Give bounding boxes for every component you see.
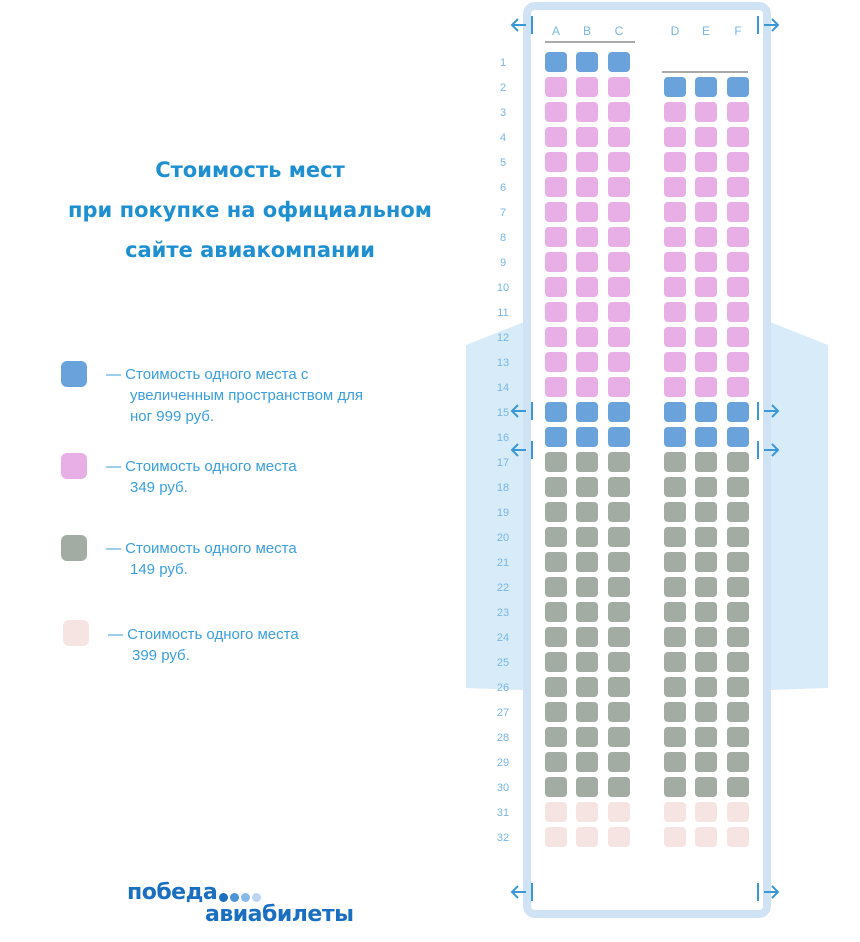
pobeda-aviabilety-logo [127, 880, 377, 930]
seat [545, 227, 567, 247]
seat [727, 577, 749, 597]
logo-word-pobeda: победа [127, 880, 218, 905]
seat [576, 152, 598, 172]
seat-map [460, 0, 840, 942]
legend-item-extra-legroom [106, 364, 406, 427]
seat [664, 452, 686, 472]
seat [695, 677, 717, 697]
seat [545, 752, 567, 772]
seat [545, 377, 567, 397]
seat [608, 152, 630, 172]
row-number: 8 [499, 232, 507, 244]
seat [695, 277, 717, 297]
row-number: 30 [496, 782, 510, 794]
row-number: 6 [499, 182, 507, 194]
seat [695, 702, 717, 722]
row-number: 16 [496, 432, 510, 444]
seat [608, 402, 630, 422]
seat [608, 452, 630, 472]
seat [664, 352, 686, 372]
seat [664, 127, 686, 147]
row-number: 26 [496, 682, 510, 694]
row-number: 20 [496, 532, 510, 544]
row-number: 7 [499, 207, 507, 219]
left-wing [466, 322, 524, 690]
seat [695, 152, 717, 172]
row-number: 32 [496, 832, 510, 844]
legend-swatch-gray [61, 535, 87, 561]
seat [545, 602, 567, 622]
logo-dot [219, 893, 228, 902]
seat [727, 777, 749, 797]
seat [727, 827, 749, 847]
row-number: 19 [496, 507, 510, 519]
seat [695, 177, 717, 197]
seat [695, 427, 717, 447]
row-number: 14 [496, 382, 510, 394]
seat [608, 102, 630, 122]
row-number: 12 [496, 332, 510, 344]
seat [576, 577, 598, 597]
seat [576, 702, 598, 722]
seat [727, 502, 749, 522]
seat [608, 827, 630, 847]
seat [608, 77, 630, 97]
seat [727, 127, 749, 147]
seat [545, 352, 567, 372]
seat [576, 52, 598, 72]
legend-text-line: увеличенным пространством для [130, 387, 364, 404]
title-line-1: Стоимость мест [155, 158, 345, 182]
seat [695, 552, 717, 572]
seat [608, 227, 630, 247]
seat [576, 302, 598, 322]
column-label: F [734, 24, 742, 38]
logo-dot [230, 893, 239, 902]
seat [576, 202, 598, 222]
seat [608, 777, 630, 797]
legend-text-line: — Стоимость одного места [108, 626, 299, 643]
seat [545, 627, 567, 647]
seat [664, 752, 686, 772]
seat [664, 377, 686, 397]
seat [545, 327, 567, 347]
seat [608, 627, 630, 647]
seat [545, 127, 567, 147]
seat [664, 477, 686, 497]
seat [695, 452, 717, 472]
seat [664, 677, 686, 697]
row-number: 1 [499, 57, 507, 69]
seat [727, 427, 749, 447]
seat [695, 377, 717, 397]
seat [727, 452, 749, 472]
seat [576, 402, 598, 422]
seat [727, 152, 749, 172]
seat [545, 477, 567, 497]
seat [576, 527, 598, 547]
seat [576, 802, 598, 822]
seat [664, 802, 686, 822]
seat [545, 277, 567, 297]
seat [545, 202, 567, 222]
seat [664, 702, 686, 722]
seat [695, 252, 717, 272]
seat [727, 627, 749, 647]
row-number: 21 [496, 557, 510, 569]
seat [608, 527, 630, 547]
seat [576, 252, 598, 272]
seat [545, 802, 567, 822]
column-label: C [614, 24, 624, 38]
row-number: 17 [496, 457, 510, 469]
seat [545, 702, 567, 722]
seat [664, 327, 686, 347]
seat [727, 552, 749, 572]
seat [545, 677, 567, 697]
seat [695, 502, 717, 522]
seat [727, 677, 749, 697]
seat [695, 802, 717, 822]
seat [545, 152, 567, 172]
row-number: 31 [496, 807, 510, 819]
seat [727, 527, 749, 547]
seat [545, 177, 567, 197]
seat [576, 427, 598, 447]
seat [664, 602, 686, 622]
legend-text-line: — Стоимость одного места [106, 458, 297, 475]
row-number: 11 [497, 307, 509, 319]
seat [727, 752, 749, 772]
seat [664, 627, 686, 647]
seat [727, 377, 749, 397]
seat [695, 752, 717, 772]
seat [608, 302, 630, 322]
seat [727, 177, 749, 197]
row-number: 28 [496, 732, 510, 744]
seat [608, 702, 630, 722]
seat [695, 777, 717, 797]
logo-dot [241, 893, 250, 902]
seat [608, 677, 630, 697]
seat [727, 102, 749, 122]
seat [545, 402, 567, 422]
seat [664, 502, 686, 522]
seat [576, 227, 598, 247]
seat [576, 677, 598, 697]
seat [727, 802, 749, 822]
column-label: B [582, 24, 592, 38]
seat [695, 627, 717, 647]
title-line-3: сайте авиакомпании [125, 238, 375, 262]
column-label: D [670, 24, 680, 38]
seat [545, 77, 567, 97]
row-number: 2 [499, 82, 507, 94]
legend-text-line: 149 руб. [130, 561, 188, 578]
row-number: 27 [496, 707, 510, 719]
seat [608, 652, 630, 672]
seat [695, 127, 717, 147]
seat [695, 352, 717, 372]
seat [727, 277, 749, 297]
seat [727, 652, 749, 672]
seat [608, 427, 630, 447]
seat [727, 602, 749, 622]
seat [664, 202, 686, 222]
seat [664, 302, 686, 322]
seat [576, 102, 598, 122]
seat [576, 127, 598, 147]
seat [664, 152, 686, 172]
seat [545, 552, 567, 572]
seat [695, 527, 717, 547]
seat [608, 202, 630, 222]
seat [664, 277, 686, 297]
seat [576, 777, 598, 797]
legend-text-line: 399 руб. [132, 647, 190, 664]
seat [695, 302, 717, 322]
seat [545, 252, 567, 272]
seat [695, 327, 717, 347]
seat [664, 102, 686, 122]
seat [608, 277, 630, 297]
seat [664, 427, 686, 447]
row-number: 18 [496, 482, 510, 494]
seat [545, 777, 567, 797]
row-number: 25 [496, 657, 510, 669]
seat [664, 177, 686, 197]
column-label: A [551, 24, 561, 38]
seat [545, 827, 567, 847]
logo-dots [219, 893, 261, 902]
seat [727, 302, 749, 322]
seat [727, 727, 749, 747]
seat [695, 102, 717, 122]
seat [608, 377, 630, 397]
seat [664, 252, 686, 272]
seat [727, 477, 749, 497]
legend-text-line: 349 руб. [130, 479, 188, 496]
row-number: 24 [496, 632, 510, 644]
seat [695, 577, 717, 597]
seat [695, 227, 717, 247]
seat [727, 702, 749, 722]
seat [608, 552, 630, 572]
seat [608, 602, 630, 622]
seat [608, 477, 630, 497]
seat [727, 252, 749, 272]
seat [727, 327, 749, 347]
seat [727, 202, 749, 222]
seat [608, 327, 630, 347]
seat [664, 727, 686, 747]
seat [608, 802, 630, 822]
seat [608, 752, 630, 772]
seat [545, 302, 567, 322]
row-number: 4 [499, 132, 507, 144]
seat [664, 77, 686, 97]
seat [608, 177, 630, 197]
seat [576, 552, 598, 572]
seat [608, 52, 630, 72]
column-label: E [701, 24, 711, 38]
row-number: 3 [499, 107, 507, 119]
row-number: 10 [496, 282, 510, 294]
seat [727, 352, 749, 372]
legend-swatch-peach [63, 620, 89, 646]
row-number: 22 [496, 582, 510, 594]
seat [576, 177, 598, 197]
seat [576, 502, 598, 522]
logo-dot [252, 893, 261, 902]
seat [576, 77, 598, 97]
seat [545, 52, 567, 72]
seat [664, 552, 686, 572]
seat [608, 502, 630, 522]
row-number: 5 [499, 157, 507, 169]
seat [545, 502, 567, 522]
seat [576, 452, 598, 472]
seat [545, 452, 567, 472]
legend-item-149 [106, 538, 406, 580]
seat [664, 827, 686, 847]
legend-swatch-pink [61, 453, 87, 479]
row-number: 23 [496, 607, 510, 619]
seat [727, 227, 749, 247]
seat [608, 577, 630, 597]
legend-text-line: ног 999 руб. [130, 408, 215, 425]
row-number: 15 [496, 407, 510, 419]
row-number: 29 [496, 757, 510, 769]
seat [545, 527, 567, 547]
legend-item-399 [108, 624, 408, 666]
seat [576, 352, 598, 372]
seat [545, 727, 567, 747]
seat [545, 577, 567, 597]
seat [545, 652, 567, 672]
logo-word-aviabilety: авиабилеты [205, 902, 354, 927]
seat [608, 727, 630, 747]
seat [576, 277, 598, 297]
title-line-2: при покупке на официальном [68, 198, 432, 222]
seat [727, 77, 749, 97]
seat [664, 227, 686, 247]
seat [695, 77, 717, 97]
seat [695, 827, 717, 847]
row-number: 9 [499, 257, 507, 269]
seat [664, 777, 686, 797]
seat [545, 102, 567, 122]
seat [664, 402, 686, 422]
seat [576, 602, 598, 622]
seat [695, 202, 717, 222]
seat [608, 352, 630, 372]
seat [727, 402, 749, 422]
seat [695, 402, 717, 422]
seat [576, 652, 598, 672]
seat [576, 627, 598, 647]
seat [576, 827, 598, 847]
row-number: 13 [496, 357, 510, 369]
seat [695, 602, 717, 622]
seat [608, 127, 630, 147]
seat [664, 652, 686, 672]
seat [576, 327, 598, 347]
seat [664, 577, 686, 597]
seat [695, 652, 717, 672]
seat [576, 477, 598, 497]
seat [545, 427, 567, 447]
seat [576, 752, 598, 772]
seat [695, 477, 717, 497]
legend-text-line: — Стоимость одного места [106, 540, 297, 557]
page-title [30, 150, 470, 270]
right-wing [770, 322, 828, 690]
seat [576, 377, 598, 397]
seat [608, 252, 630, 272]
legend-item-349 [106, 456, 406, 498]
seat [695, 727, 717, 747]
seat [664, 527, 686, 547]
legend-text-line: — Стоимость одного места с [106, 366, 309, 383]
seat [576, 727, 598, 747]
legend-swatch-blue [61, 361, 87, 387]
